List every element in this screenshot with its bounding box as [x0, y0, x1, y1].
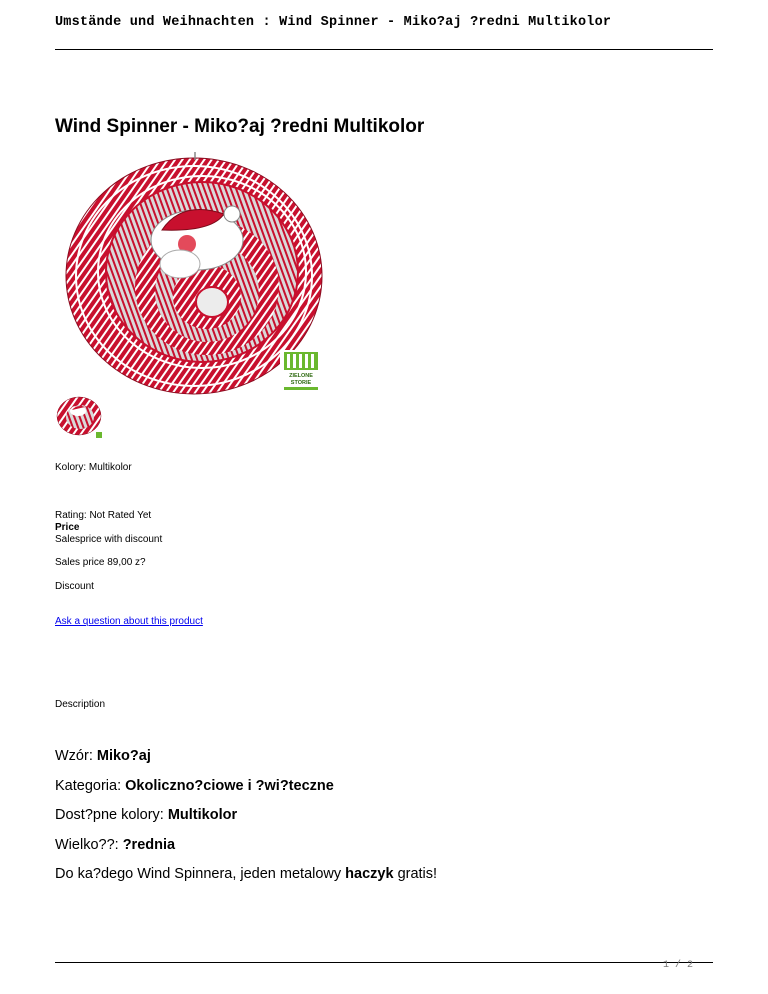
sales-price: Sales price 89,00 z?: [55, 557, 146, 568]
discount-label: Discount: [55, 581, 94, 592]
ask-question-link[interactable]: Ask a question about this product: [55, 616, 203, 627]
attribute-pattern-value: Miko?aj: [96, 748, 151, 764]
attribute-hook-note: [55, 866, 437, 882]
product-thumbnail[interactable]: [55, 396, 105, 440]
attribute-pattern: [55, 748, 151, 764]
header-rule: [55, 49, 713, 50]
attribute-colors-label: Dost?pne kolory:: [55, 807, 168, 823]
product-main-image[interactable]: [62, 152, 330, 396]
logo-text-line2: STORIE: [290, 380, 312, 386]
attribute-colors: [55, 807, 237, 823]
attribute-size-value: ?rednia: [122, 837, 176, 853]
page-number: 1 / 2: [663, 960, 694, 971]
salesprice-discount-label: Salesprice with discount: [55, 534, 163, 545]
price-heading: Price: [55, 522, 80, 533]
attribute-pattern-label: Wzór:: [55, 748, 97, 764]
attribute-size-label: Wielko??:: [55, 837, 123, 853]
hook-note-after: gratis!: [393, 866, 438, 882]
description-heading: Description: [55, 699, 106, 710]
footer-rule: [55, 962, 713, 963]
logo-text-line1: ZIELONE: [289, 373, 313, 379]
rating-text: Rating: Not Rated Yet: [55, 510, 152, 521]
brand-logo: [280, 350, 322, 392]
colors-line: Kolory: Multikolor: [55, 462, 132, 473]
attribute-size: [55, 837, 175, 853]
hook-note-before: Do ka?dego Wind Spinnera, jeden metalowy: [55, 866, 346, 882]
attribute-colors-value: Multikolor: [167, 807, 238, 823]
attribute-category-label: Kategoria:: [55, 778, 126, 794]
page-header-title: Umstände und Weihnachten : Wind Spinner - Miko?aj ?redni Multikolor: [55, 15, 612, 30]
hook-note-bold: haczyk: [345, 866, 394, 882]
attribute-category: [55, 778, 334, 794]
product-title: Wind Spinner - Miko?aj ?redni Multikolor: [55, 116, 425, 137]
attribute-category-value: Okoliczno?ciowe i ?wi?teczne: [125, 778, 334, 794]
